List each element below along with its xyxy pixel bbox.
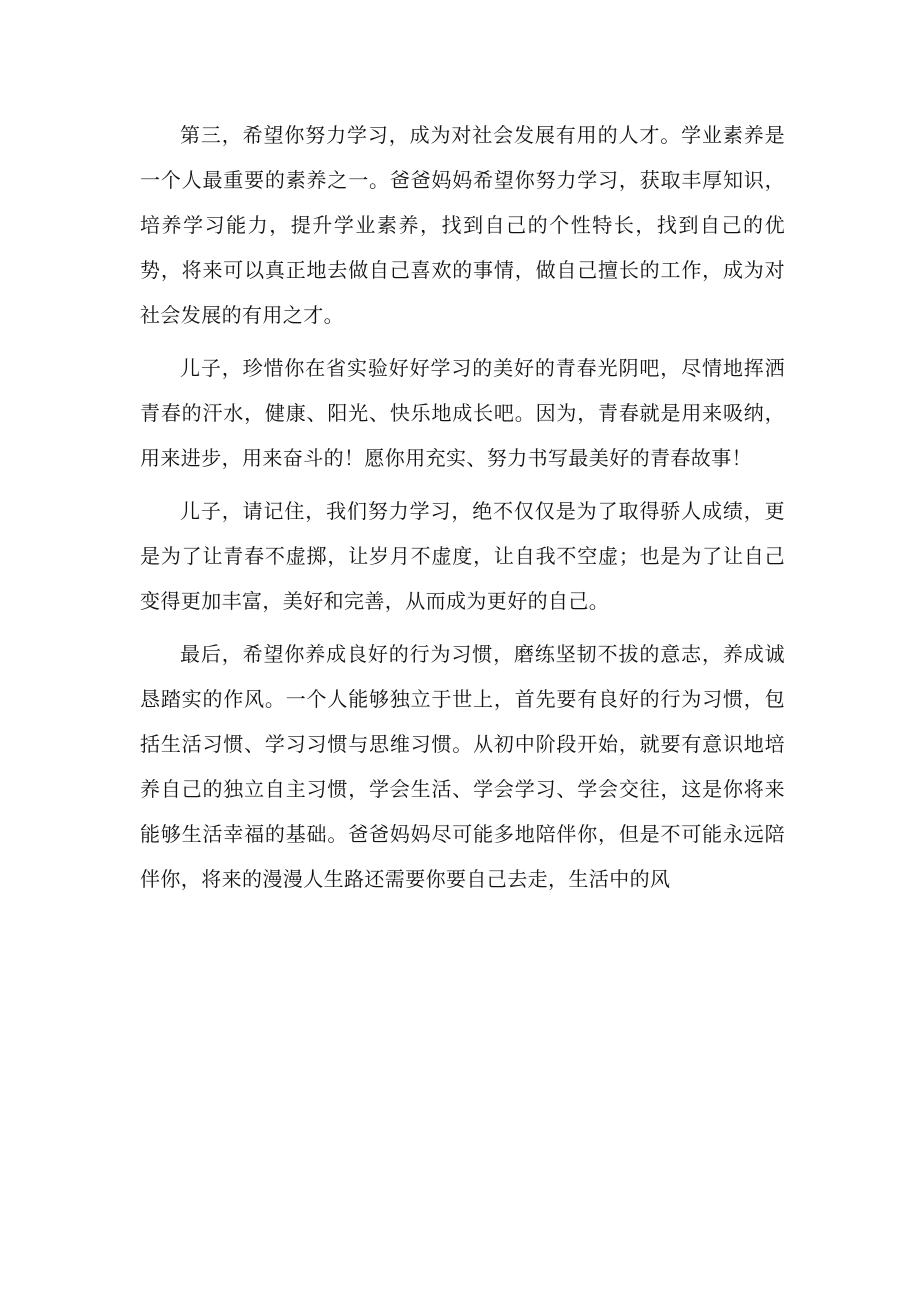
document-body	[140, 113, 785, 910]
paragraph-good-habits: 最后，希望你养成良好的行为习惯，磨练坚韧不拔的意志，养成诚恳踏实的作风。一个人能够独立于世上，首先要有良好的行为习惯，包括生活习惯、学习习惯与思维习惯。从初中阶段开始，就要有意识地培养自己的独立自主习惯，学会生活、学会学习、学会交往，这是你将来能够生活幸福的基础。爸爸妈妈尽可能多地陪伴你，但是不可能永远陪伴你，将来的漫漫人生路还需要你要自己去走，生活中的风	[140, 642, 785, 891]
paragraph-cherish-youth: 儿子，珍惜你在省实验好好学习的美好的青春光阴吧，尽情地挥洒青春的汗水，健康、阳光、快乐地成长吧。因为，青春就是用来吸纳，用来进步，用来奋斗的！愿你用充实、努力书写最美好的青春故事！	[140, 356, 785, 470]
paragraph-remember: 儿子，请记住，我们努力学习，绝不仅仅是为了取得骄人成绩，更是为了让青春不虚掷，让岁月不虚度，让自我不空虚；也是为了让自己变得更加丰富，美好和完善，从而成为更好的自己。	[140, 499, 785, 613]
paragraph-study-hard: 第三，希望你努力学习，成为对社会发展有用的人才。学业素养是一个人最重要的素养之一。爸爸妈妈希望你努力学习，获取丰厚知识，培养学习能力，提升学业素养，找到自己的个性特长，找到自己的优势，将来可以真正地去做自己喜欢的事情，做自己擅长的工作，成为对社会发展的有用之才。	[140, 123, 785, 327]
